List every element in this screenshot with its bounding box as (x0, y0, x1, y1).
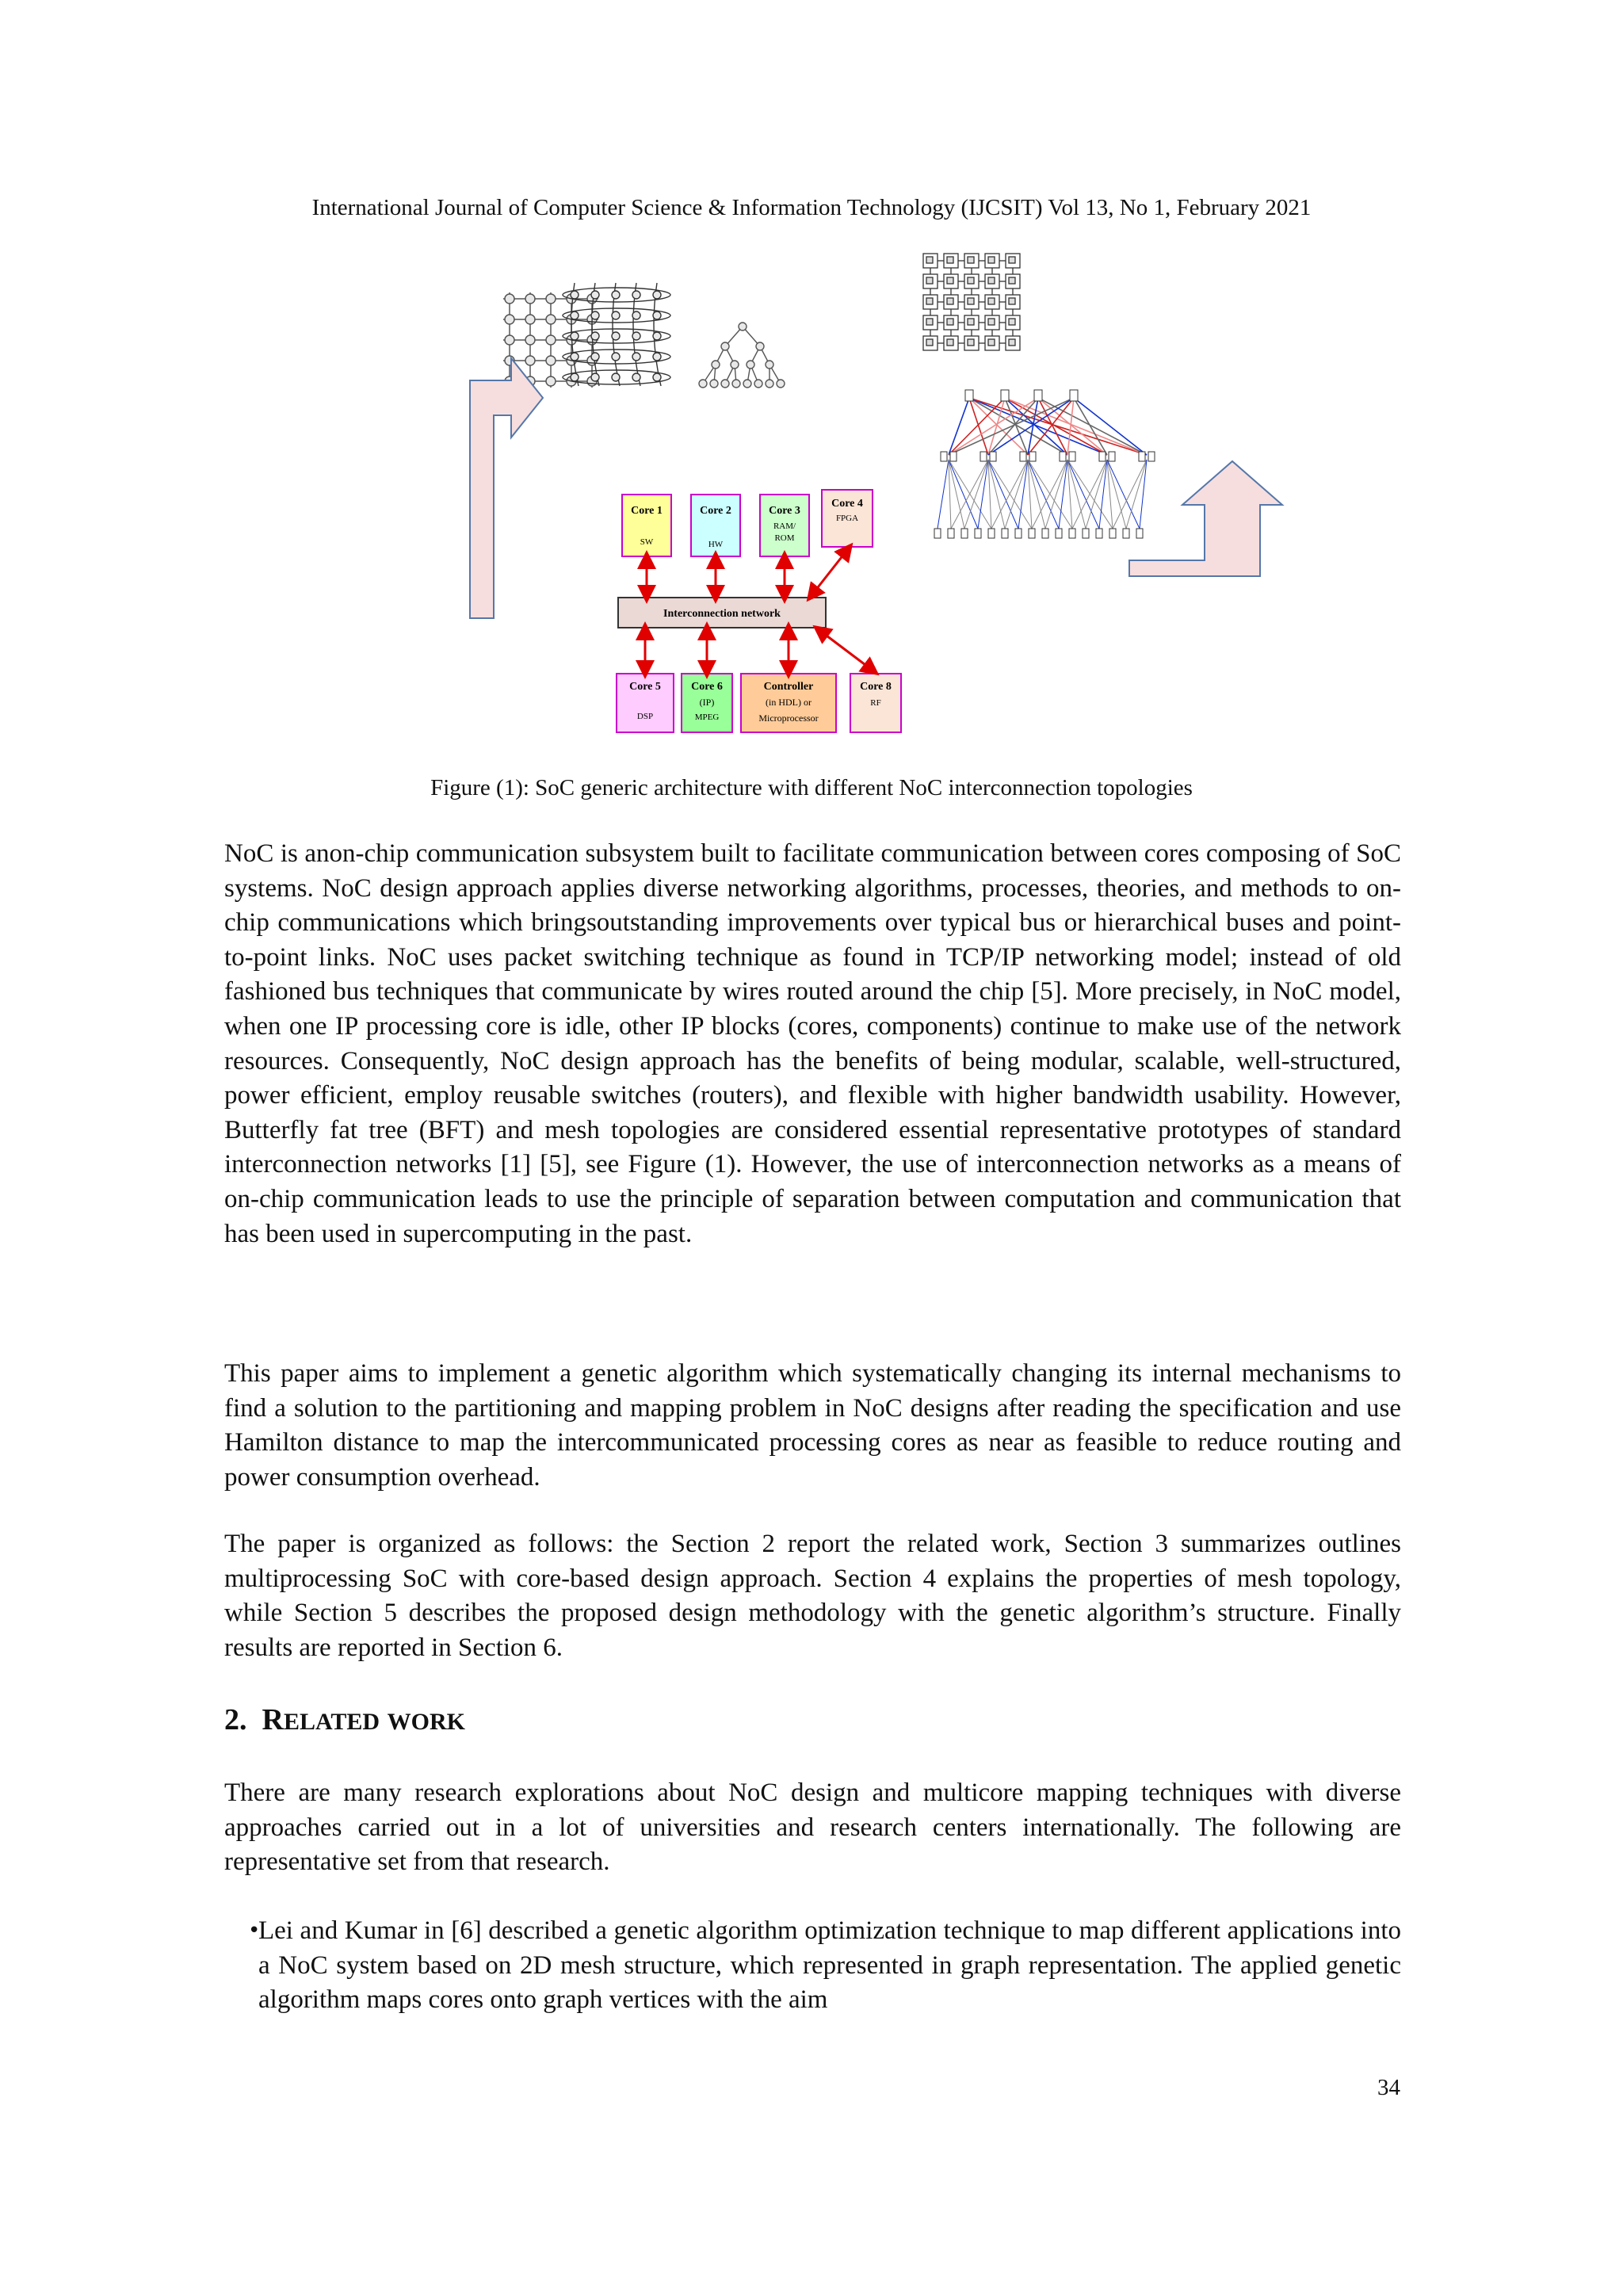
interconnection-label: Interconnection network (663, 608, 781, 620)
svg-text:ROM: ROM (774, 533, 795, 543)
bullet-icon: • (248, 1919, 261, 1943)
svg-text:Controller: Controller (763, 681, 814, 693)
svg-text:RF: RF (870, 698, 881, 708)
paragraph-related-work: There are many research explorations about NoC design and multicore mapping techniques with diverse approaches carried out in a lot of universities and research centers internationally. The following are representative set from that research. (224, 1778, 1401, 1877)
section-title-initial: R (262, 1703, 284, 1736)
svg-text:Core 6: Core 6 (691, 681, 723, 693)
core-8-box (850, 674, 901, 732)
list-item (224, 1914, 1401, 2018)
left-big-arrow (470, 358, 543, 618)
core-1-box (622, 495, 671, 556)
svg-text:DSP: DSP (636, 712, 654, 721)
svg-text:Core 1: Core 1 (631, 505, 663, 517)
svg-text:Core 2: Core 2 (700, 505, 731, 517)
paragraph-paper-aim: This paper aims to implement a genetic algorithm which systematically changing its internal mechanisms to find a solution to the partitioning and mapping problem in NoC designs after reading the specification and use Hamilton distance to map the intercommunicated processing cores as near as feasible to reduce routing and power consumption overhead. (224, 1359, 1401, 1492)
svg-text:SW: SW (640, 537, 654, 547)
svg-text:RAM/: RAM/ (773, 521, 796, 531)
svg-text:Core 3: Core 3 (769, 505, 800, 517)
running-header: International Journal of Computer Science & Information Technology (IJCSIT) Vol 13, No 1, February 2021 (311, 195, 1312, 220)
section-heading-related-work (224, 1702, 465, 1737)
bullet-text: Lei and Kumar in [6] described a genetic algorithm optimization technique to map different applications into a NoC system based on 2D mesh structure, which represented in graph representation. The applied genetic algorithm maps cores onto graph vertices with the aim (258, 1916, 1401, 2015)
core-4-box (822, 490, 873, 547)
core-2-box (691, 495, 740, 556)
controller-box (741, 674, 836, 732)
figure-caption: Figure (1): SoC generic architecture with different NoC interconnection topologies (430, 775, 1193, 800)
svg-text:Microprocessor: Microprocessor (758, 712, 819, 724)
svg-text:Core 4: Core 4 (831, 498, 863, 510)
butterfly-fat-tree-topology (934, 390, 1155, 538)
top-cores (622, 490, 873, 556)
svg-text:(in HDL) or: (in HDL) or (766, 697, 812, 708)
svg-text:Core 8: Core 8 (860, 681, 892, 693)
paragraph-organization: The paper is organized as follows: the Section 2 report the related work, Section 3 summarizes outlines multiprocessing SoC with core-based design approach. Section 4 explains the properties of mesh topology, while Section 5 describes the proposed design methodology with the genetic algorithm’s structure. Finally results are reported in Section 6. (224, 1530, 1401, 1662)
svg-text:HW: HW (708, 540, 724, 549)
cluster-mesh-topology (923, 254, 1020, 350)
right-big-arrow (1129, 461, 1282, 576)
page-number: 34 (1377, 2075, 1400, 2100)
section-number: 2. (224, 1703, 247, 1736)
core-3-box (760, 495, 809, 556)
soc-architecture-figure (464, 247, 1319, 747)
core-6-box (682, 674, 732, 732)
svg-text:(IP): (IP) (699, 697, 715, 708)
related-work-list (224, 1914, 1401, 2018)
paragraph-noc-intro: NoC is anon-chip communication subsystem built to facilitate communication between cores composing of SoC systems. NoC design approach applies diverse networking algorithms, processes, theories, and methods to on-chip communications which bringsoutstanding improvements over typical bus or hierarchical buses and point-to-point links. NoC uses packet switching technique as found in TCP/IP networking model; instead of old fashioned bus techniques that communicate by wires routed around the chip [5]. More precisely, in NoC model, when one IP processing core is idle, other IP blocks (cores, components) continue to make use of the network resources. Consequently, NoC design approach has the benefits of being modular, scalable, well-structured, power efficient, employ reusable switches (routers), and flexible with higher bandwidth usability. However, Butterfly fat tree (BFT) and mesh topologies are considered essential representative prototypes of standard interconnection networks [1] [5], see Figure (1). However, the use of interconnection networks as a means of on-chip communication leads to use the principle of separation between computation and communication that has been used in supercomputing in the past. (224, 839, 1401, 1248)
svg-text:Core 5: Core 5 (629, 681, 661, 693)
section-title-rest: ELATED (283, 1709, 380, 1735)
tree-topology (699, 323, 785, 388)
bottom-cores (617, 674, 901, 732)
svg-text:MPEG: MPEG (694, 712, 720, 722)
core-5-box (617, 674, 674, 732)
svg-text:FPGA: FPGA (835, 514, 859, 523)
section-title-second-word: WORK (387, 1709, 465, 1735)
